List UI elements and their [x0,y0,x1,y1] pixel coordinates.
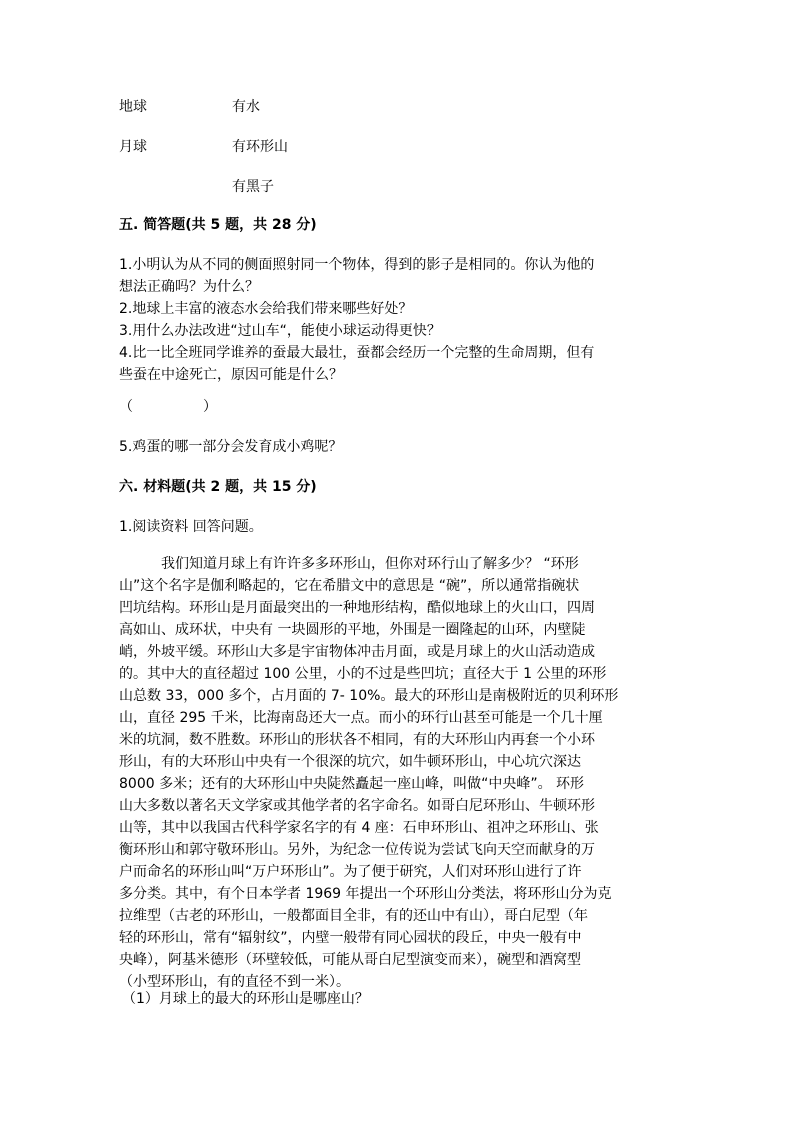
section5-questions [119,254,594,386]
passage-line: （小型环形山，有的直径不到一米）。 [119,974,350,990]
passage-line: 山”这个名字是伽利略起的，它在希腊文中的意思是 “碗”，所以通常指碗状 [119,578,580,594]
q4-line1: 4.比一比全班同学谁养的蚕最大最壮，蚕都会经历一个完整的生命周期，但有 [119,345,595,361]
passage-line: 轻的环形山，常有“辐射纹”，内壁一般带有同心园状的段丘，中央一般有中 [119,930,582,946]
reading-passage [119,553,618,993]
answer-blank: （ ） [119,399,217,415]
passage-line: 衡环形山和郭守敬环形山。另外，为纪念一位传说为尝试飞向天空而献身的万 [119,842,595,858]
passage-line: 山总数 33，000 多个，占月面的 7- 10%。最大的环形山是南极附近的贝利环形 [119,688,619,704]
passage-line: 凹坑结构。环形山是月面最突出的一种地形结构，酷似地球上的火山口，四周 [119,600,595,616]
passage-line: 央峰），阿基米德形（环壁较低，可能从哥白尼型演变而来），碗型和酒窝型 [119,952,581,968]
q3-text: 3.用什么办法改进“过山车“，能使小球运动得更快？ [119,323,441,339]
match-left-earth: 地球 [119,99,147,115]
match-right-water: 有水 [232,99,260,115]
passage-line: 的。其中大的直径超过 100 公里，小的不过是些凹坑；直径大于 1 公里的环形 [119,666,607,682]
passage-line: 形山，有的大环形山中央有一个很深的坑穴，如牛顿环形山，中心坑穴深达 [119,754,581,770]
match-right-craters: 有环形山 [232,139,288,155]
match-right-sunspots: 有黑子 [232,179,274,195]
passage-line: 户而命名的环形山叫“万户环形山”。为了便于研究，人们对环形山进行了许 [119,864,582,880]
sub-question-1: （1）月球上的最大的环形山是哪座山？ [122,991,369,1007]
passage-line: 多分类。其中，有个日本学者 1969 年提出一个环形山分类法，将环形山分为克 [119,886,612,902]
q1-line1: 1.小明认为从不同的侧面照射同一个物体，得到的影子是相同的。你认为他的 [119,257,595,273]
q1-line2: 想法正确吗？为什么？ [119,279,259,295]
material-q1-title: 1.阅读资料 回答问题。 [119,519,263,535]
section5-heading: 五. 简答题(共 5 题，共 28 分) [119,217,317,233]
passage-line: 山等，其中以我国古代科学家名字的有 4 座：石申环形山、祖冲之环形山、张 [119,820,599,836]
passage-line: 8000 多米；还有的大环形山中央陡然矗起一座山峰，叫做“中央峰”。 环形 [119,776,585,792]
passage-line: 米的坑洞，数不胜数。环形山的形状各不相同，有的大环形山内再套一个小环 [119,732,595,748]
q5-text: 5.鸡蛋的哪一部分会发育成小鸡呢？ [119,439,343,455]
passage-line: 山，直径 295 千米，比海南岛还大一点。而小的环行山甚至可能是一个几十厘 [119,710,603,726]
passage-line: 拉维型（古老的环形山，一般都面目全非，有的还山中有山），哥白尼型（年 [119,908,588,924]
passage-line: 我们知道月球上有许许多多环形山，但你对环行山了解多少？ “环形 [161,556,579,572]
section6-heading: 六. 材料题(共 2 题，共 15 分) [119,479,317,495]
passage-line: 高如山、成环状，中央有 一块圆形的平地，外围是一圈隆起的山环，内壁陡 [119,622,586,638]
match-left-moon: 月球 [119,139,147,155]
q2-text: 2.地球上丰富的液态水会给我们带来哪些好处？ [119,301,413,317]
q4-line2: 些蚕在中途死亡，原因可能是什么？ [119,367,343,383]
passage-line: 山大多数以著名天文学家或其他学者的名字命名。如哥白尼环形山、牛顿环形 [119,798,595,814]
passage-line: 峭，外坡平缓。环形山大多是宇宙物体冲击月面，或是月球上的火山活动造成 [119,644,595,660]
